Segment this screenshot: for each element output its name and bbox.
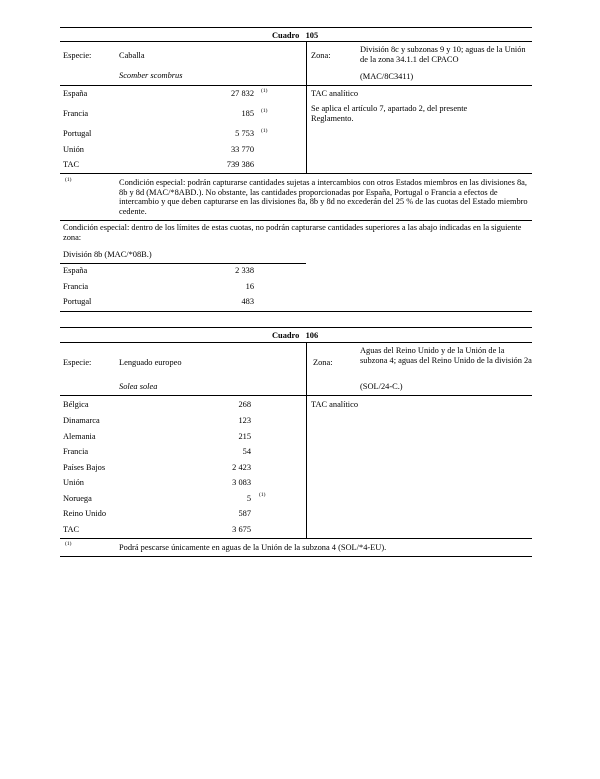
cuadro-label: Cuadro: [272, 331, 300, 340]
cuadro-number: 106: [305, 331, 319, 340]
cuadro-106-title: [272, 331, 318, 341]
header-rule: [60, 85, 532, 86]
zona-text: Aguas del Reino Unido y de la Unión de la subzona 4; aguas del Reino Unido de la división 2a: [360, 346, 532, 365]
tac-analitico: TAC analítico: [311, 400, 359, 409]
body-divider: [306, 85, 307, 173]
row-country: Noruega: [63, 494, 92, 503]
body-divider: [306, 395, 307, 538]
body-rule: [60, 538, 532, 539]
row-country: TAC: [63, 525, 80, 534]
footnote-mark: (1): [65, 177, 72, 183]
body-rule: [60, 173, 532, 174]
bottom-rule: [60, 311, 532, 312]
row-value: 2 423: [232, 463, 251, 472]
especie-label: Especie:: [63, 51, 92, 60]
top-rule: [60, 327, 532, 328]
species-name: Caballa: [119, 51, 145, 60]
bottom-rule: [60, 556, 532, 557]
sub-header-rule: [60, 263, 306, 264]
row-value: 5 753: [235, 129, 254, 138]
title-rule: [60, 342, 532, 343]
top-rule: [60, 27, 532, 28]
row-value: 5: [246, 494, 251, 503]
zona-label: Zona:: [313, 358, 333, 367]
row-note: (1): [261, 88, 268, 94]
row-country: Unión: [63, 478, 84, 487]
zona-text: División 8c y subzonas 9 y 10; aguas de la Unión de la zona 34.1.1 del CPACO: [360, 45, 526, 64]
sub-row-value: 2 338: [235, 266, 254, 275]
sub-row-country: Francia: [63, 282, 89, 291]
row-value: 739 386: [226, 160, 254, 169]
cuadro-label: Cuadro: [272, 31, 300, 40]
footnote-text: Podrá pescarse únicamente en aguas de la Unión de la subzona 4 (SOL/*4-EU).: [119, 543, 387, 552]
row-value: 185: [241, 109, 254, 118]
footnote-mark: (1): [65, 541, 72, 547]
row-country: TAC: [63, 160, 80, 169]
header-divider: [306, 41, 307, 85]
row-country: Unión: [63, 145, 84, 154]
row-country: Portugal: [63, 129, 92, 138]
sub-row-value: 16: [245, 282, 254, 291]
header-rule: [60, 395, 532, 396]
row-note: (1): [261, 108, 268, 114]
sub-row-country: España: [63, 266, 88, 275]
species-name: Lenguado europeo: [119, 358, 182, 367]
row-note: (1): [261, 128, 268, 134]
footnote-rule: [60, 220, 532, 221]
row-value: 268: [238, 400, 251, 409]
zona-label: Zona:: [311, 51, 331, 60]
row-note: (1): [259, 492, 266, 498]
sub-header: División 8b (MAC/*08B.): [63, 250, 152, 259]
row-value: 54: [242, 447, 251, 456]
sub-row-value: 483: [241, 297, 254, 306]
row-country: Dinamarca: [63, 416, 100, 425]
row-country: Francia: [63, 447, 89, 456]
row-country: España: [63, 89, 88, 98]
sub-row-country: Portugal: [63, 297, 92, 306]
especie-label: Especie:: [63, 358, 92, 367]
row-country: Bélgica: [63, 400, 89, 409]
row-value: 587: [238, 509, 251, 518]
species-latin: Solea solea: [119, 382, 158, 391]
zona-code: (SOL/24-C.): [360, 382, 403, 391]
title-rule: [60, 41, 532, 42]
row-value: 215: [238, 432, 251, 441]
species-latin: Scomber scombrus: [119, 71, 183, 80]
zona-code: (MAC/8C3411): [360, 72, 414, 81]
row-country: Reino Unido: [63, 509, 107, 518]
row-value: 27 832: [230, 89, 254, 98]
header-divider: [306, 342, 307, 395]
row-country: Alemania: [63, 432, 96, 441]
cuadro-105-title: [272, 31, 318, 41]
row-country: Países Bajos: [63, 463, 106, 472]
row-value: 33 770: [230, 145, 254, 154]
condition-text: Condición especial: dentro de los límites de estas cuotas, no podrán capturarse cantidades superiores a las abajo indicadas en la siguiente zona:: [63, 223, 522, 242]
article-note: Se aplica el artículo 7, apartado 2, del presente Reglamento.: [311, 104, 468, 123]
cuadro-number: 105: [305, 31, 319, 40]
row-country: Francia: [63, 109, 89, 118]
footnote-text: Condición especial: podrán capturarse cantidades sujetas a intercambios con otros Estados miembros en las divisiones 8a, 8b y 8d (MAC/*8ABD.). No obstante, las cantidades proporcionadas por España, Portugal o Francia a efectos de intercambio y que deben capturarse en las divisiones 8a, 8b y 8d no excederán del 25 % de las cuotas del Estado miembro cedente.: [119, 178, 528, 216]
row-value: 3 083: [232, 478, 251, 487]
tac-analitico: TAC analítico: [311, 89, 359, 98]
row-value: 3 675: [232, 525, 251, 534]
row-value: 123: [238, 416, 251, 425]
